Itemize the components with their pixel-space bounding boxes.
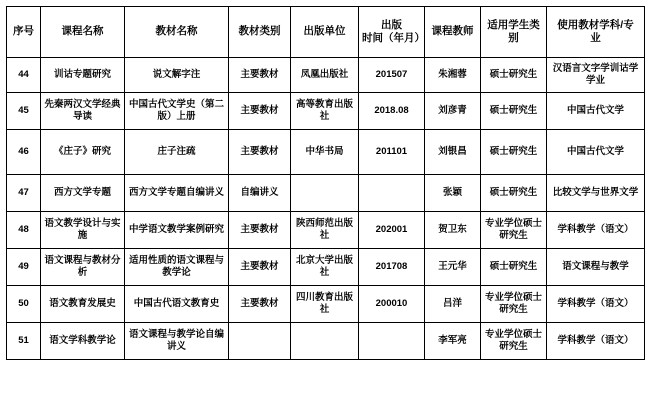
cell-publisher: 四川教育出版社 [291,286,359,323]
cell-material: 西方文学专题自编讲义 [125,175,229,212]
cell-teacher: 贺卫东 [425,212,481,249]
cell-student-type: 专业学位硕士研究生 [481,286,547,323]
table-row [7,93,645,130]
cell-publisher: 高等教育出版社 [291,93,359,130]
cell-subject: 汉语言文字学训诂学学业 [547,58,645,93]
cell-subject: 比较文学与世界文学 [547,175,645,212]
cell-no: 48 [7,212,41,249]
cell-category: 主要教材 [229,93,291,130]
header-subject [547,7,645,58]
table-row [7,286,645,323]
header-student-type [481,7,547,58]
cell-course: 西方文学专题 [41,175,125,212]
cell-publisher [291,175,359,212]
header-publish-date-line2: 时间（年月） [362,32,425,44]
cell-category: 自编讲义 [229,175,291,212]
cell-teacher: 吕洋 [425,286,481,323]
cell-date [359,175,425,212]
cell-no: 45 [7,93,41,130]
cell-teacher: 王元华 [425,249,481,286]
cell-student-type: 硕士研究生 [481,130,547,175]
cell-subject: 学科教学（语文） [547,323,645,360]
cell-course: 先秦两汉文学经典导读 [41,93,125,130]
cell-course: 《庄子》研究 [41,130,125,175]
cell-teacher: 刘彦青 [425,93,481,130]
cell-category: 主要教材 [229,212,291,249]
header-student-type-line2: 别 [508,32,519,44]
cell-student-type: 硕士研究生 [481,93,547,130]
table-header [7,7,645,58]
cell-course: 语文教育发展史 [41,286,125,323]
cell-category: 主要教材 [229,249,291,286]
cell-no: 46 [7,130,41,175]
cell-material: 庄子注疏 [125,130,229,175]
cell-no: 47 [7,175,41,212]
cell-no: 50 [7,286,41,323]
header-teacher: 课程教师 [425,7,481,58]
cell-teacher: 李军亮 [425,323,481,360]
cell-date: 201708 [359,249,425,286]
cell-student-type: 专业学位硕士研究生 [481,323,547,360]
cell-student-type: 硕士研究生 [481,249,547,286]
cell-date: 201507 [359,58,425,93]
table-row [7,212,645,249]
cell-material: 适用性质的语文课程与教学论 [125,249,229,286]
cell-publisher: 凤凰出版社 [291,58,359,93]
cell-no: 44 [7,58,41,93]
cell-publisher: 陕西师范出版社 [291,212,359,249]
cell-material: 说文解字注 [125,58,229,93]
cell-course: 语文学科教学论 [41,323,125,360]
header-publish-date-line1: 出版 [381,18,402,31]
cell-no: 51 [7,323,41,360]
cell-subject: 中国古代文学 [547,93,645,130]
cell-date: 200010 [359,286,425,323]
course-material-table [6,6,645,360]
header-no: 序号 [7,7,41,58]
cell-publisher [291,323,359,360]
cell-category: 主要教材 [229,286,291,323]
cell-student-type: 硕士研究生 [481,175,547,212]
cell-course: 语文课程与教材分析 [41,249,125,286]
table-row [7,58,645,93]
cell-date: 2018.08 [359,93,425,130]
cell-publisher: 中华书局 [291,130,359,175]
cell-subject: 学科教学（语文） [547,212,645,249]
header-student-type-line1: 适用学生类 [487,18,540,31]
cell-no: 49 [7,249,41,286]
cell-date [359,323,425,360]
cell-category: 主要教材 [229,130,291,175]
cell-material: 语文课程与教学论自编讲义 [125,323,229,360]
header-publisher: 出版单位 [291,7,359,58]
table-row [7,175,645,212]
cell-material: 中国古代文学史（第二版）上册 [125,93,229,130]
table-body [7,58,645,360]
cell-teacher: 张颖 [425,175,481,212]
table-row [7,130,645,175]
cell-material: 中国古代语文教育史 [125,286,229,323]
cell-subject: 语文课程与教学 [547,249,645,286]
cell-subject: 中国古代文学 [547,130,645,175]
cell-course: 语文教学设计与实施 [41,212,125,249]
header-publish-date [359,7,425,58]
table-row [7,249,645,286]
cell-student-type: 硕士研究生 [481,58,547,93]
cell-date: 202001 [359,212,425,249]
cell-teacher: 刘银昌 [425,130,481,175]
cell-subject: 学科教学（语文） [547,286,645,323]
header-subject-line2: 业 [590,32,601,44]
table-header-row [7,7,645,58]
header-subject-line1: 使用教材学科/专 [557,18,634,31]
cell-material: 中学语文教学案例研究 [125,212,229,249]
cell-teacher: 朱湘蓉 [425,58,481,93]
cell-category: 主要教材 [229,58,291,93]
cell-student-type: 专业学位硕士研究生 [481,212,547,249]
cell-category [229,323,291,360]
table-row [7,323,645,360]
cell-publisher: 北京大学出版社 [291,249,359,286]
cell-course: 训诂专题研究 [41,58,125,93]
cell-date: 201101 [359,130,425,175]
header-course-name: 课程名称 [41,7,125,58]
header-material-category: 教材类别 [229,7,291,58]
header-material-name: 教材名称 [125,7,229,58]
